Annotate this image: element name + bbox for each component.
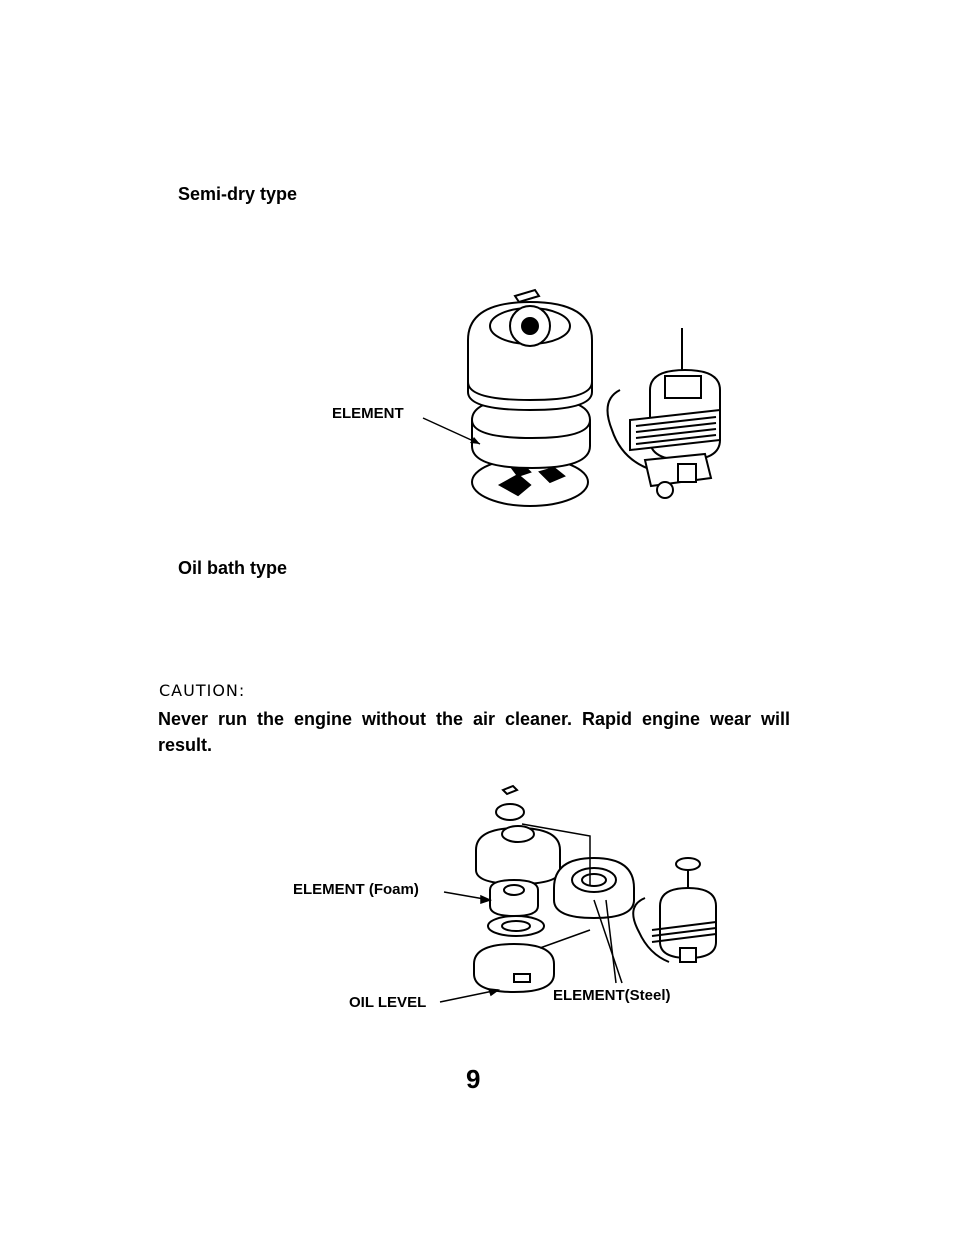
oil-level-label: OIL LEVEL — [349, 994, 427, 1011]
steel-element-label: ELEMENT(Steel) — [553, 987, 671, 1004]
element-callout-label: ELEMENT — [332, 405, 404, 422]
foam-element-label: ELEMENT (Foam) — [293, 881, 419, 898]
caution-label: CAUTION: — [159, 681, 246, 700]
page-number: 9 — [466, 1064, 481, 1094]
oil-bath-heading: Oil bath type — [178, 558, 288, 578]
semi-dry-heading: Semi-dry type — [178, 184, 298, 204]
caution-text: Never run the engine without the air cleaner. Rapid engine wear will result. — [158, 709, 790, 755]
